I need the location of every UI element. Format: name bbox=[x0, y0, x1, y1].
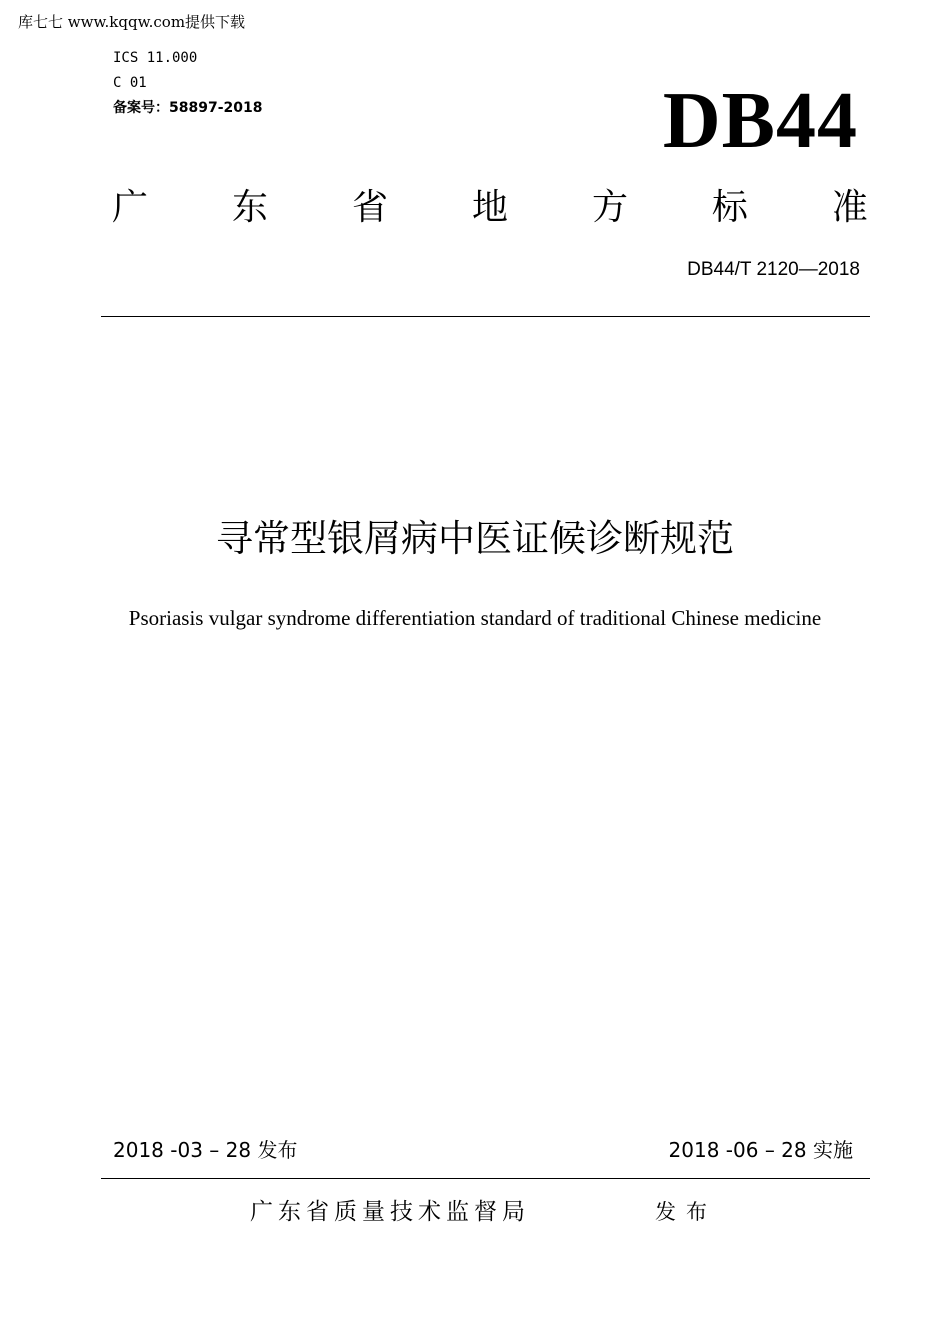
publisher-name: 广东省质量技术监督局 bbox=[250, 1199, 530, 1225]
ccs-code: C 01 bbox=[113, 75, 147, 91]
db-logo: DB44 bbox=[662, 77, 858, 165]
ics-code: ICS 11.000 bbox=[113, 50, 198, 66]
standard-type-char: 地 bbox=[471, 187, 508, 228]
publish-label: 发布 bbox=[655, 1200, 717, 1224]
document-title-cn: 寻常型银屑病中医证候诊断规范 bbox=[216, 517, 734, 560]
footer-divider bbox=[101, 1178, 870, 1179]
document-title-en: Psoriasis vulgar syndrome differentiation standard of traditional Chinese medicine bbox=[128, 606, 822, 630]
standard-code: DB44/T 2120—2018 bbox=[687, 259, 860, 280]
standard-type-char: 标 bbox=[711, 187, 748, 228]
standard-type-char: 方 bbox=[591, 187, 628, 228]
issue-date: 2018 -03 – 28 发布 bbox=[113, 1138, 298, 1162]
standard-type-heading bbox=[112, 184, 868, 232]
header-divider bbox=[101, 316, 870, 317]
filing-number: 备案号：58897-2018 bbox=[113, 100, 263, 116]
standard-type-char: 广 bbox=[112, 187, 149, 228]
watermark-text: 库七七 www.kqqw.com提供下载 bbox=[18, 13, 246, 31]
standard-type-char: 东 bbox=[231, 187, 268, 228]
standard-type-char: 省 bbox=[351, 187, 388, 228]
standard-type-char: 准 bbox=[831, 187, 868, 228]
implement-date: 2018 -06 – 28 实施 bbox=[668, 1138, 853, 1162]
